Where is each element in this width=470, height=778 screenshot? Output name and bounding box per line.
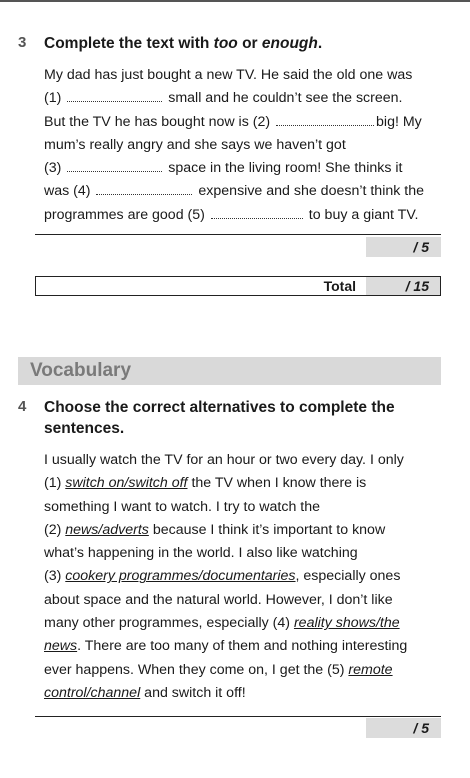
text-line: I usually watch the TV for an hour or two every day. I only	[44, 452, 404, 468]
word-too: too	[213, 35, 238, 52]
text-line: mum’s really angry and she says we haven’t got	[44, 136, 346, 153]
answer-gap-5[interactable]	[211, 207, 303, 219]
text-line: My dad has just bought a new TV. He said the old one was	[44, 67, 413, 83]
text-line: (3) space in the living room! She thinks it	[44, 160, 403, 177]
text-line: (3) cookery programmes/documentaries, especially ones	[44, 568, 401, 585]
exercise-4-text	[44, 449, 444, 705]
text-line: control/channel and switch it off!	[44, 684, 246, 701]
total-score: / 15	[366, 277, 440, 295]
exercise-4-number: 4	[18, 398, 27, 415]
exercise-3-text	[44, 64, 444, 227]
answer-gap-3[interactable]	[67, 160, 162, 172]
divider	[35, 716, 441, 717]
exercise-4-score: / 5	[366, 718, 441, 738]
text-line: many other programmes, especially (4) reality shows/the	[44, 615, 400, 632]
alternative-5-part-1[interactable]: remote	[348, 661, 393, 678]
exercise-3-number: 3	[18, 34, 27, 51]
text-line: (2) news/adverts because I think it’s important to know	[44, 521, 386, 538]
alternative-4-part-1[interactable]: reality shows/the	[293, 615, 400, 632]
alternative-1[interactable]: switch on/switch off	[65, 475, 188, 492]
answer-gap-1[interactable]	[67, 90, 162, 102]
section-title: Vocabulary	[30, 360, 132, 381]
alternative-3[interactable]: cookery programmes/documentaries	[65, 568, 296, 585]
text-line: (1) small and he couldn’t see the screen.	[44, 90, 403, 107]
answer-gap-4[interactable]	[96, 183, 192, 195]
word-enough: enough	[261, 35, 318, 52]
total-label: Total	[323, 278, 356, 294]
answer-gap-2[interactable]	[276, 114, 374, 126]
text-line: news. There are too many of them and nothing interesting	[44, 638, 408, 655]
text-line: about space and the natural world. However, I don’t like	[44, 591, 393, 608]
text-line: programmes are good (5) to buy a giant TV.	[44, 206, 419, 223]
divider	[35, 234, 441, 235]
section-header	[18, 357, 441, 385]
text-line: what’s happening in the world. I also like watching	[44, 545, 358, 562]
alternative-2[interactable]: news/adverts	[65, 521, 149, 538]
text-line: something I want to watch. I try to watch the	[44, 498, 320, 515]
text-line: (1) switch on/switch off the TV when I know there is	[44, 475, 367, 492]
text-line: was (4) expensive and she doesn’t think the	[44, 183, 425, 200]
top-rule	[0, 0, 470, 2]
text-line: But the TV he has bought now is (2) big! My	[44, 113, 422, 130]
text-line: ever happens. When they come on, I get the (5) remote	[44, 661, 393, 678]
total-box	[35, 276, 441, 296]
alternative-5-part-2[interactable]: control/channel	[44, 684, 141, 701]
exercise-4-title: Choose the correct alternatives to complete the sentences.	[44, 399, 395, 437]
alternative-4-part-2[interactable]: news	[44, 638, 78, 655]
exercise-3-title: Complete the text with too or enough.	[44, 35, 323, 52]
exercise-3-score: / 5	[366, 237, 441, 257]
